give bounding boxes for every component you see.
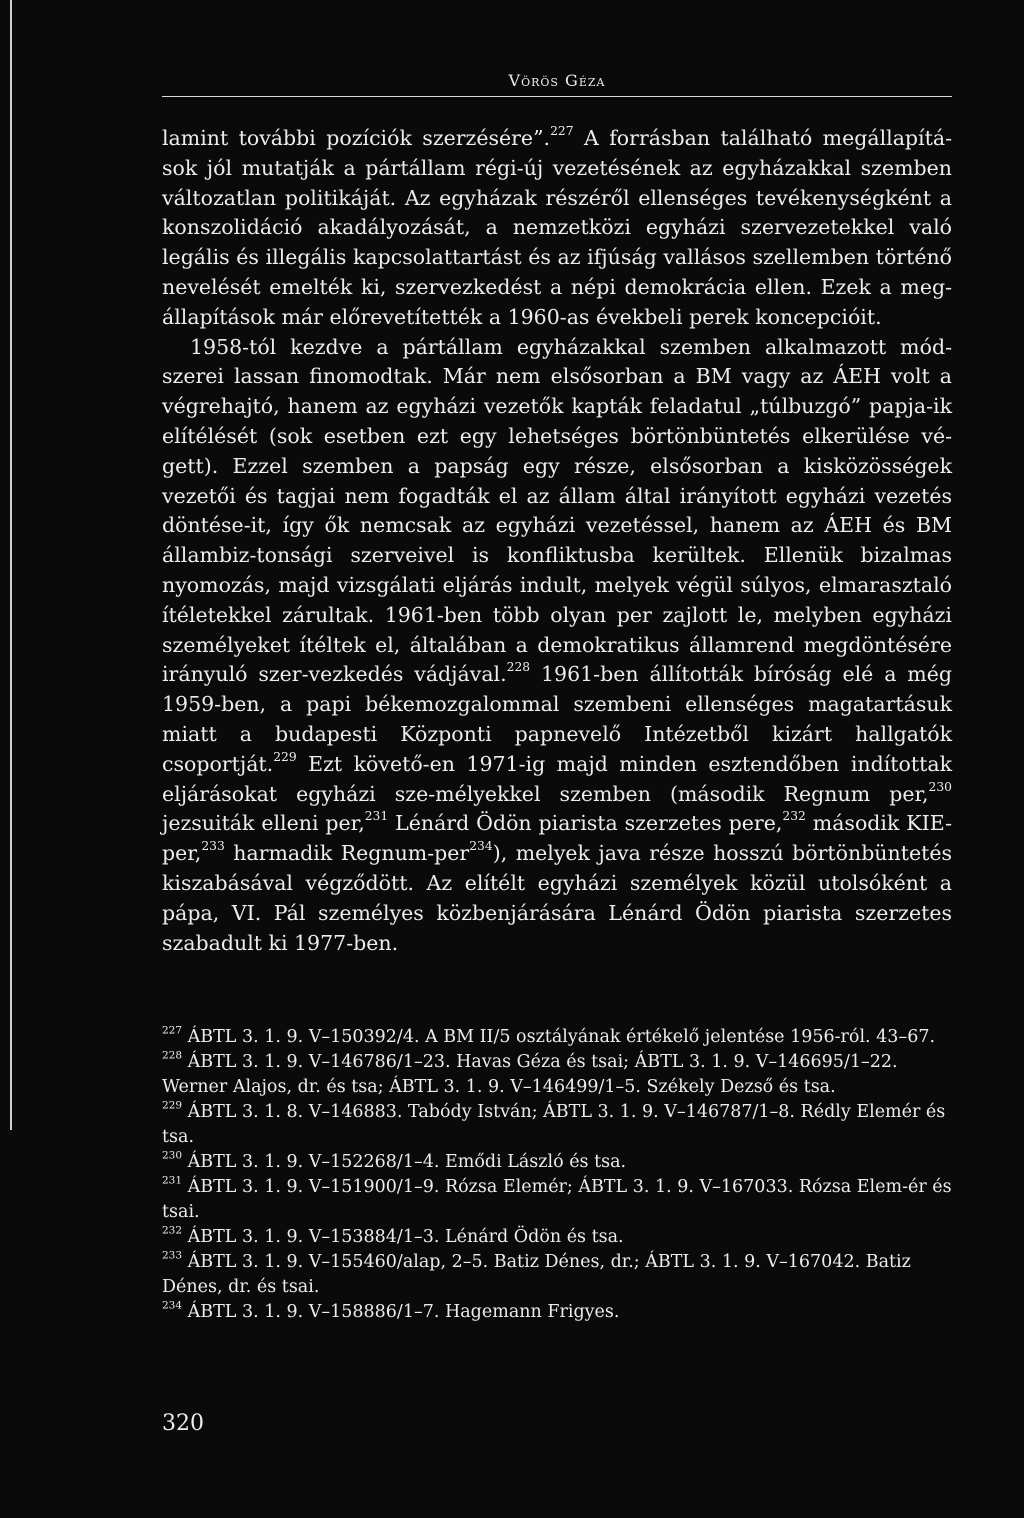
running-header: Vörös Géza bbox=[508, 71, 606, 90]
footnote-number: 230 bbox=[162, 1149, 183, 1162]
footnote-text: ÁBTL 3. 1. 9. V–146786/1–23. Havas Géza és tsai; ÁBTL 3. 1. 9. V–146695/1–22. Werner Alajos, dr. és tsa; ÁBTL 3. 1. 9. V–146499/1–5. Székely Dezső és tsa. bbox=[162, 1052, 898, 1097]
header-rule bbox=[162, 96, 952, 97]
text-run: lamint további pozíciók szerzésére”. bbox=[162, 126, 551, 150]
footnote-text: ÁBTL 3. 1. 9. V–153884/1–3. Lénárd Ödön és tsa. bbox=[182, 1227, 624, 1247]
footnote-number: 234 bbox=[162, 1299, 183, 1312]
text-run: Lénárd Ödön piarista szerzetes pere, bbox=[388, 811, 783, 836]
footnote-text: ÁBTL 3. 1. 9. V–151900/1–9. Rózsa Elemér; ÁBTL 3. 1. 9. V–167033. Rózsa Elem-ér és tsai. bbox=[162, 1177, 952, 1222]
text-run: A forrásban található megállapítá-sok jól mutatják a pártállam régi-új vezetésének az egyházakkal szemben változatlan politikáját. Az egyházak részéről ellenséges tevékenységként a konszolidáció akadályozását, a nemzetközi egyházi szervezetekkel való legális és illegális kapcsolattartást és az ifjúság vallásos szellemben történő nevelését emelték ki, szervezkedést a népi demokrácia ellen. Ezek a meg-állapítások már előrevetítették a 1960-as évekbeli perek koncepcióit. bbox=[162, 126, 953, 329]
footnote-231 bbox=[162, 1175, 952, 1225]
footnote-234 bbox=[162, 1300, 952, 1325]
text-run: Ezt követő-en 1971-ig majd minden esztendőben indítottak eljárásokat egyházi sze-mélyekkel szemben (második Regnum per, bbox=[162, 751, 952, 806]
footnote-number: 231 bbox=[162, 1174, 183, 1187]
footnote-228 bbox=[162, 1050, 952, 1100]
footnote-233 bbox=[162, 1250, 952, 1300]
page-number: 320 bbox=[162, 1411, 204, 1436]
footnote-ref-232[interactable]: 232 bbox=[782, 809, 806, 824]
footnote-ref-233[interactable]: 233 bbox=[201, 839, 225, 854]
footnote-text: ÁBTL 3. 1. 9. V–155460/alap, 2–5. Batiz Dénes, dr.; ÁBTL 3. 1. 9. V–167042. Batiz Dénes, dr. és tsai. bbox=[162, 1252, 911, 1297]
footnotes bbox=[162, 1025, 952, 1325]
footnote-number: 229 bbox=[162, 1099, 183, 1112]
footnote-text: ÁBTL 3. 1. 8. V–146883. Tabódy István; ÁBTL 3. 1. 9. V–146787/1–8. Rédly Elemér és tsa. bbox=[162, 1102, 946, 1147]
main-text bbox=[162, 124, 952, 958]
scan-edge-line bbox=[10, 0, 12, 1130]
paragraph-2 bbox=[162, 333, 952, 959]
text-run: jezsuiták elleni per, bbox=[162, 811, 365, 836]
paragraph-1 bbox=[162, 124, 952, 333]
footnote-number: 227 bbox=[162, 1024, 183, 1037]
footnote-text: ÁBTL 3. 1. 9. V–150392/4. A BM II/5 osztályának értékelő jelentése 1956-ról. 43–67. bbox=[182, 1027, 936, 1047]
footnote-227 bbox=[162, 1025, 952, 1050]
footnote-230 bbox=[162, 1150, 952, 1175]
text-run: harmadik Regnum-per bbox=[224, 841, 470, 866]
footnote-229 bbox=[162, 1100, 952, 1150]
footnote-number: 232 bbox=[162, 1224, 183, 1237]
footnote-text: ÁBTL 3. 1. 9. V–158886/1–7. Hagemann Frigyes. bbox=[182, 1302, 620, 1322]
footnote-ref-231[interactable]: 231 bbox=[364, 809, 389, 824]
footnote-ref-228[interactable]: 228 bbox=[506, 660, 531, 675]
text-run: második KIE-per, bbox=[162, 811, 952, 866]
footnote-ref-234[interactable]: 234 bbox=[469, 839, 493, 854]
footnote-ref-229[interactable]: 229 bbox=[273, 749, 297, 764]
footnote-ref-227[interactable]: 227 bbox=[550, 124, 574, 139]
text-run: 1958-tól kezdve a pártállam egyházakkal szemben alkalmazott mód-szerei lassan finomodtak. Már nem elsősorban a BM vagy az ÁEH volt a végrehajtó, hanem az egyházi vezetők kapták feladatul „túlbuzgó” papja-ik elítélését (sok esetben ezt egy lehetséges börtönbüntetés elkerülése vé-gett). Ezzel szemben a papság egy része, elsősorban a kisközösségek vezetői és tagjai nem fogadták el az állam által irányított egyházi vezetés döntése-it, így ők nemcsak az egyházi vezetéssel, hanem az ÁEH és BM állambiz-tonsági szerveivel is konfliktusba kerültek. Ellenük bizalmas nyomozás, majd vizsgálati eljárás indult, melyek végül súlyos, elmarasztaló ítéletekkel zárultak. 1961-ben több olyan per zajlott le, melyben egyházi személyeket ítéltek el, általában a demokratikus államrend megdöntésére irányuló szer-vezkedés vádjával. bbox=[162, 334, 952, 687]
footnote-232 bbox=[162, 1225, 952, 1250]
footnote-ref-230[interactable]: 230 bbox=[928, 779, 952, 794]
footnote-text: ÁBTL 3. 1. 9. V–152268/1–4. Emődi László és tsa. bbox=[182, 1152, 627, 1172]
text-run: ), melyek java része hosszú börtönbüntetés kiszabásával végződött. Az elítélt egyházi személyek közül utolsóként a pápa, VI. Pál személyes közbenjárására Lénárd Ödön piarista szerzetes szabadult ki 1977-ben. bbox=[162, 841, 952, 955]
footnote-number: 233 bbox=[162, 1249, 183, 1262]
footnote-number: 228 bbox=[162, 1049, 183, 1062]
text-run: 1961-ben állították bíróság elé a még 1959-ben, a papi békemozgalommal szembeni ellenséges magatartásuk miatt a budapesti Központi papnevelő Intézetből kizárt hallgatók csoportját. bbox=[162, 662, 952, 776]
